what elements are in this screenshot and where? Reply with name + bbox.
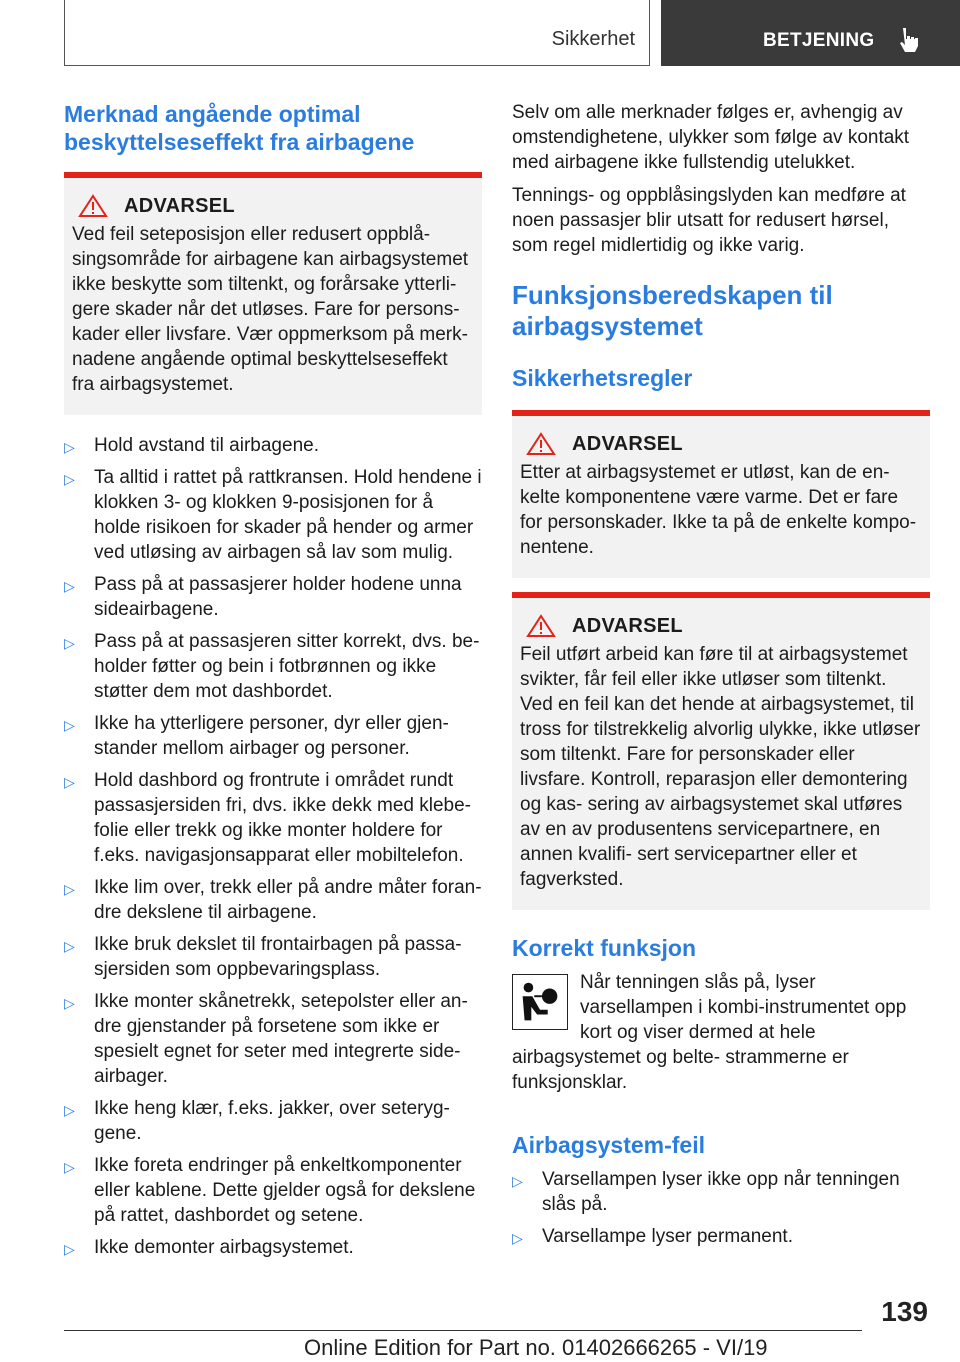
triangle-bullet-icon: ▷ — [64, 938, 75, 954]
triangle-bullet-icon: ▷ — [64, 881, 75, 897]
triangle-bullet-icon: ▷ — [64, 995, 75, 1011]
list-item: ▷ Pass på at passasjerer holder hodene unna sideairbagene. — [64, 574, 462, 620]
section-title: Sikkerhet — [551, 28, 635, 50]
main-heading: Funksjonsberedskapen til airbagsystemet — [512, 280, 833, 341]
list-item: ▷ Varsellampen lyser ikke opp når tenningen slås på. — [512, 1169, 900, 1215]
list-item: ▷ Hold dashbord og frontrute i området rundt passasjersiden fri, dvs. ikke dekk med klebe- folie eller trekk og ikke monter holdere for f.eks. navigasjonsapparat eller mobiltelefon. — [64, 770, 471, 866]
triangle-bullet-icon: ▷ — [64, 717, 75, 733]
list-item: ▷ Hold avstand til airbagene. — [64, 435, 319, 456]
warning-title: ADVARSEL — [572, 432, 683, 455]
warning-box — [512, 592, 930, 910]
triangle-bullet-icon: ▷ — [64, 1102, 75, 1118]
list-item: ▷ Ikke lim over, trekk eller på andre måter foran- dre dekslene til airbagene. — [64, 877, 482, 923]
subheading-correct-function: Korrekt funksjon — [512, 935, 697, 961]
triangle-bullet-icon: ▷ — [512, 1230, 523, 1246]
left-column — [64, 100, 482, 1267]
list-item: ▷ Pass på at passasjeren sitter korrekt, dvs. be- holder føtter og bein i fotbrønnen og ikke støtter dem mot dashbordet. — [64, 631, 480, 702]
chapter-title: BETJENING — [763, 30, 875, 51]
subheading-airbag-fault: Airbagsystem-feil — [512, 1132, 706, 1158]
warning-triangle-icon — [526, 614, 556, 638]
triangle-bullet-icon: ▷ — [512, 1173, 523, 1189]
warning-title: ADVARSEL — [124, 194, 235, 217]
page-number: 139 — [881, 1296, 928, 1327]
triangle-bullet-icon: ▷ — [64, 471, 75, 487]
warning-title: ADVARSEL — [572, 614, 683, 637]
triangle-bullet-icon: ▷ — [64, 1159, 75, 1175]
warning-text: Feil utført arbeid kan føre til at airbagsystemet svikter, får feil eller ikke utløser som tiltenkt. Ved en feil kan det hende at airbagsystemet, til tross for tilstrekkelig alvorlig ulykke, ikke utløser som tiltenkt. Fare for personskader eller livsfare. Kontroll, reparasjon eller demontering og kas- sering av airbagsystemet skal utføres av en av produsentens servicepartnere, en annen kvalifi- sert servicepartner eller et fagverksted. — [520, 644, 921, 890]
warning-box — [512, 410, 930, 578]
footer-divider — [64, 1330, 862, 1331]
warning-text: Ved feil seteposisjon eller redusert oppblå- singsområde for airbagene kan airbagsystemet ikke beskytte som tiltenkt, og forårsake ytterli- gere skader når det utløses. Fare for persons- kader eller livsfare. Vær oppmerksom på merk- nadene angående optimal beskyttelseseffekt fra airbagsystemet. — [72, 224, 469, 395]
triangle-bullet-icon: ▷ — [64, 1241, 75, 1257]
triangle-bullet-icon: ▷ — [64, 439, 75, 455]
list-item: ▷ Ikke monter skånetrekk, setepolster eller an- dre gjenstander på forsetene som ikke er spesielt egnet for seter med integrerte side- airbager. — [64, 991, 468, 1087]
list-item: ▷ Ikke demonter airbagsystemet. — [64, 1237, 354, 1258]
warning-triangle-icon — [78, 194, 108, 218]
edition-note: Online Edition for Part no. 01402666265 - VI/19 — [304, 1335, 768, 1360]
header-section-box — [64, 0, 650, 66]
section-heading: Merknad angående optimal beskyttelseseffekt fra airbagene — [64, 101, 415, 155]
right-column — [512, 100, 930, 1256]
warning-header — [520, 432, 922, 456]
header-chapter-box — [661, 0, 960, 66]
list-item: ▷ Ikke heng klær, f.eks. jakker, over seteryg- gene. — [64, 1098, 450, 1144]
triangle-bullet-icon: ▷ — [64, 774, 75, 790]
page-header — [0, 0, 960, 66]
list-item: ▷ Ikke ha ytterligere personer, dyr eller gjen- stander mellom airbager og personer. — [64, 713, 449, 759]
list-item: ▷ Ta alltid i rattet på rattkransen. Hold hendene i klokken 3- og klokken 9-posisjonen for å holde risikoen for skader på hender og armer ved utløsing av airbagen så lav som mulig. — [64, 467, 482, 563]
warning-box — [64, 172, 482, 415]
correct-function-text: Når tenningen slås på, lyser varsellampen i kombi-instrumentet opp kort og viser dermed at hele airbagsystemet og belte- strammerne er funksjonsklar. — [512, 972, 907, 1093]
warning-text: Etter at airbagsystemet er utløst, kan de en- kelte komponentene være varme. Det er fare for personskader. Ikke ta på de enkelte kompo- nentene. — [520, 462, 917, 558]
fault-list — [512, 1167, 930, 1249]
list-item: ▷ Ikke bruk dekslet til frontairbagen på passa- sjersiden som oppbevaringsplass. — [64, 934, 462, 980]
triangle-bullet-icon: ▷ — [64, 635, 75, 651]
list-item: ▷ Varsellampe lyser permanent. — [512, 1226, 793, 1247]
correct-function-block — [512, 970, 930, 1095]
subheading-safety-rules: Sikkerhetsregler — [512, 365, 693, 391]
airbag-warning-icon — [512, 974, 568, 1030]
intro-paragraph: Selv om alle merknader følges er, avhengig av omstendighetene, ulykker som følge av kontakt med airbagene ikke fullstendig utelukket. — [512, 102, 910, 173]
safety-list — [64, 433, 482, 1260]
warning-header — [72, 194, 474, 218]
warning-triangle-icon — [526, 432, 556, 456]
triangle-bullet-icon: ▷ — [64, 578, 75, 594]
warning-header — [520, 614, 922, 638]
list-item: ▷ Ikke foreta endringer på enkeltkomponenter eller kablene. Dette gjelder også for dekslene på rattet, dashbordet og setene. — [64, 1155, 476, 1226]
noise-paragraph: Tennings- og oppblåsingslyden kan medføre at noen passasjer blir utsatt for redusert hørsel, som regel midlertidig og ikke varig. — [512, 185, 906, 256]
pointing-hand-icon — [897, 26, 921, 54]
